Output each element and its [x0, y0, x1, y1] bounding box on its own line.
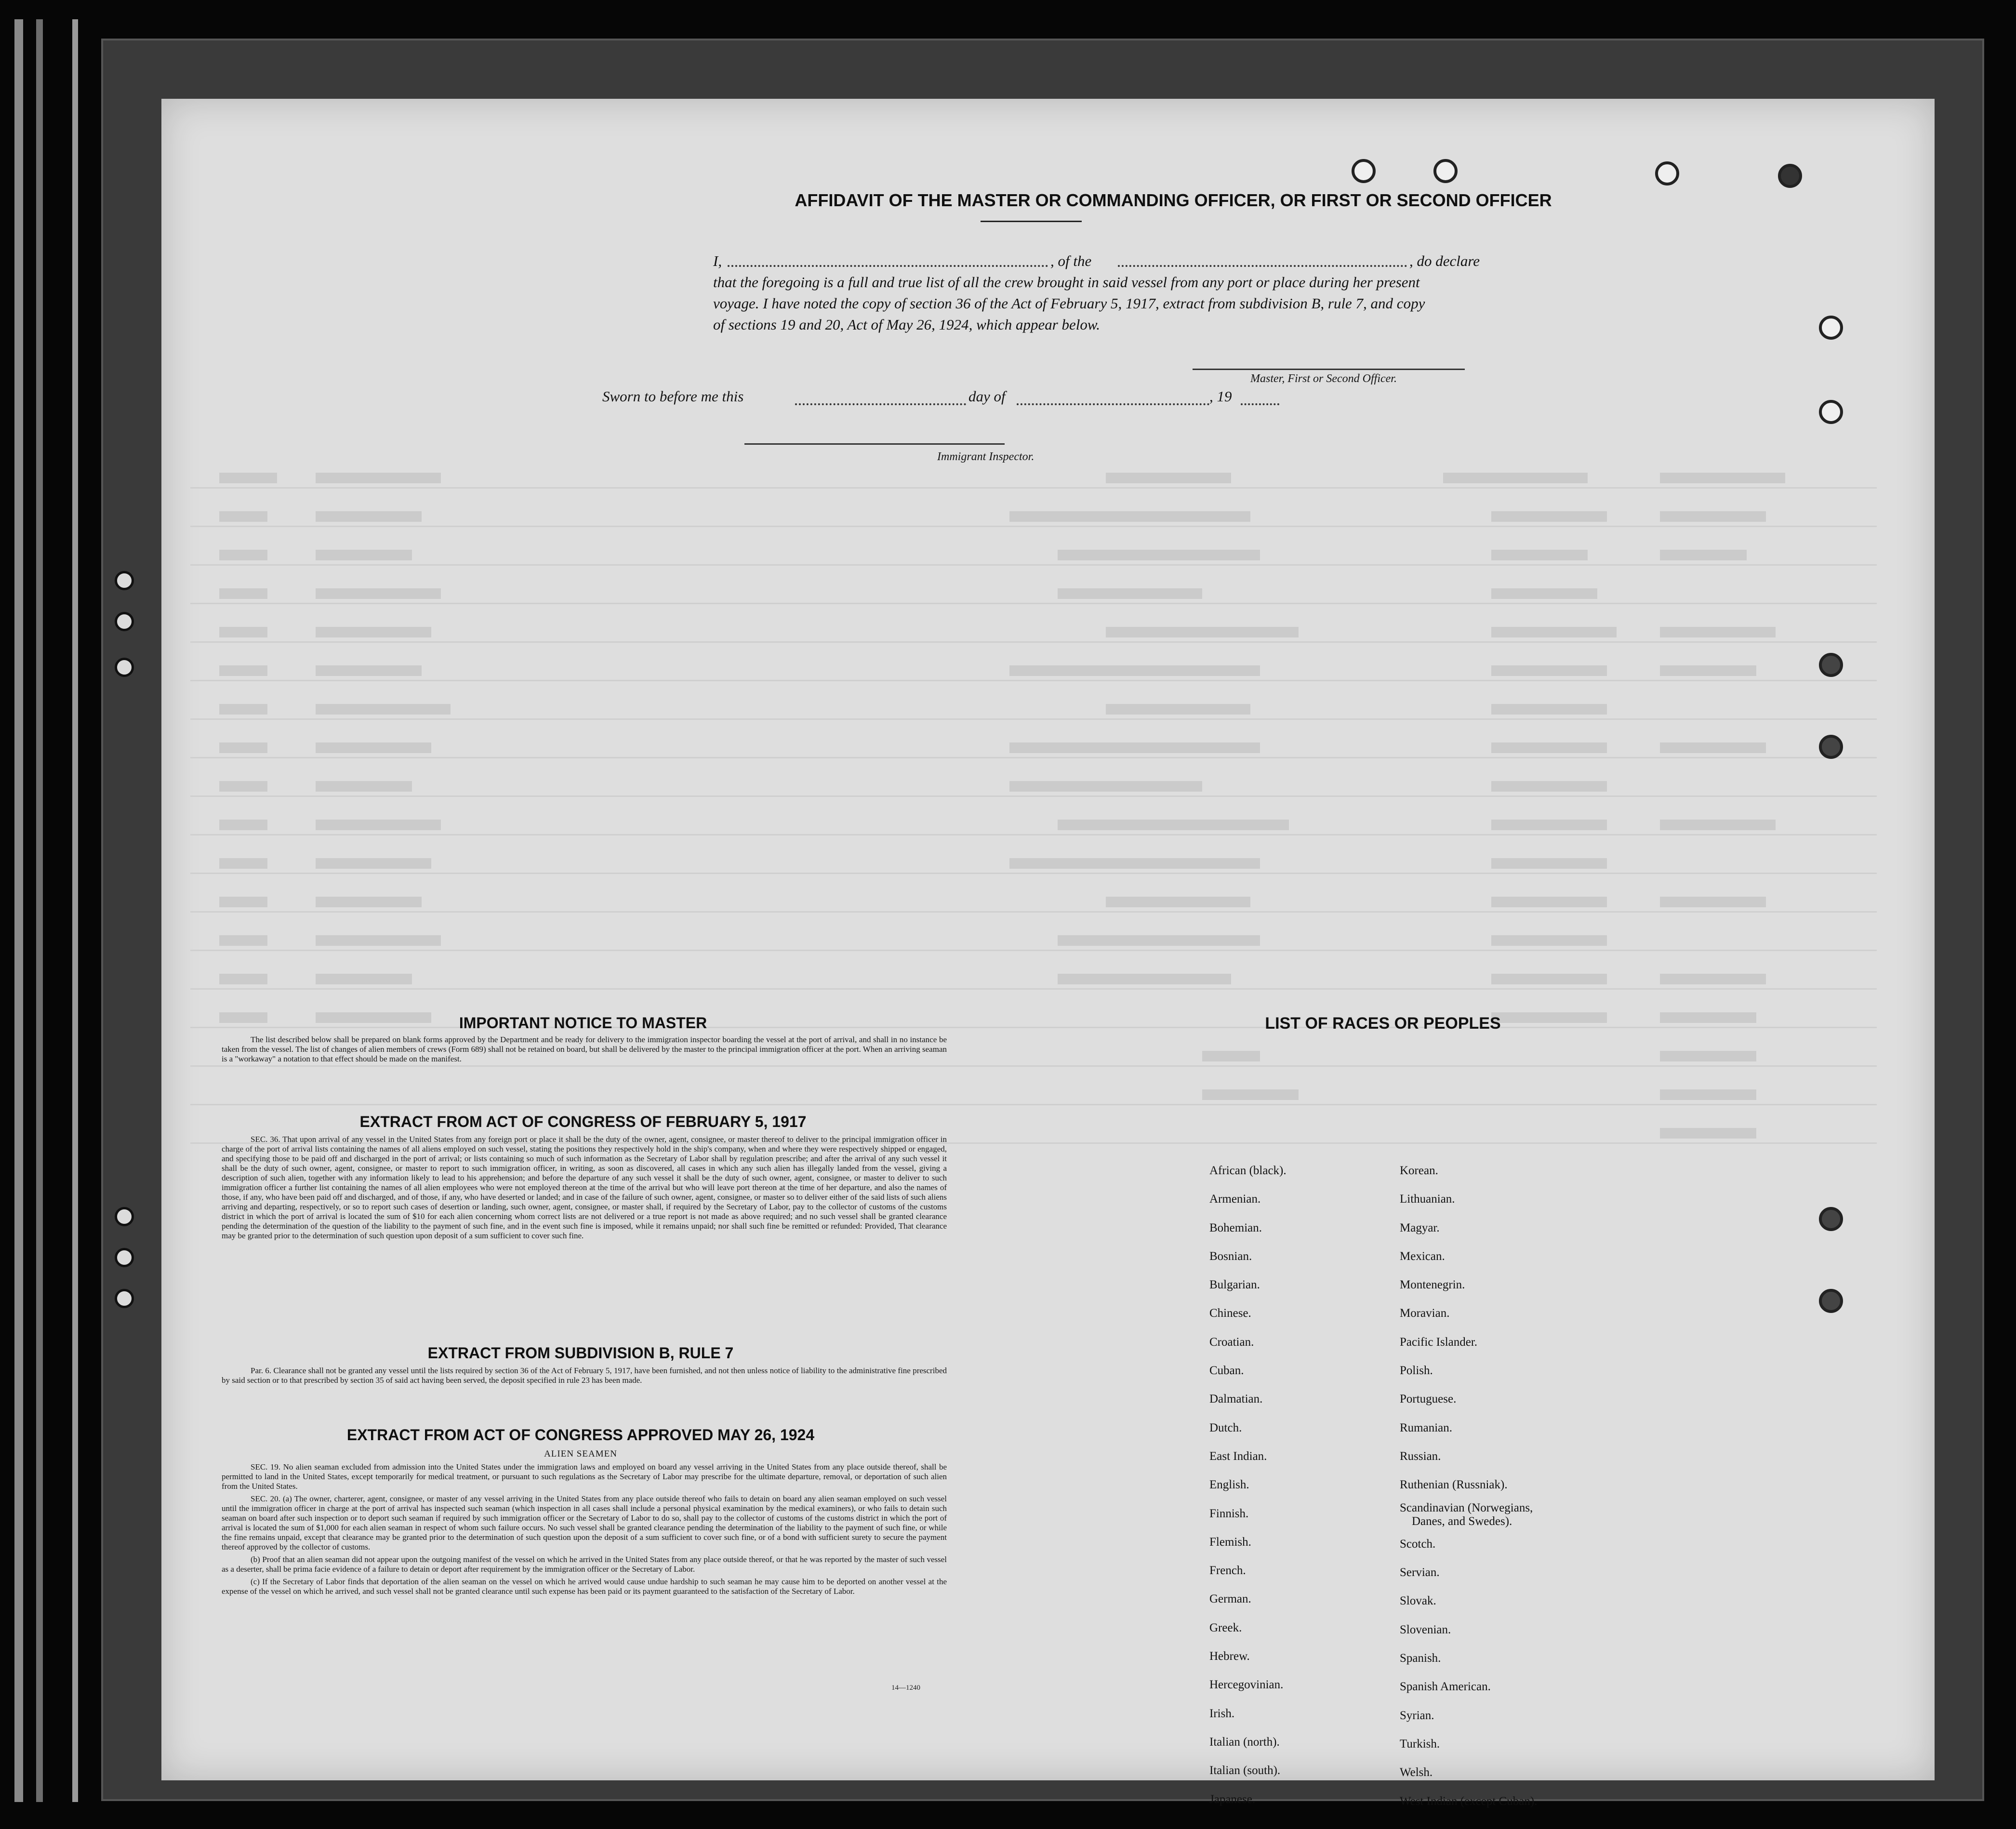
punch-hole	[1819, 1207, 1843, 1231]
race-item: Slovak.	[1400, 1594, 1436, 1608]
race-item: Japanese.	[1209, 1792, 1256, 1806]
race-item: Flemish.	[1209, 1535, 1251, 1549]
punch-hole	[1819, 1289, 1843, 1313]
page-edge-strip	[14, 19, 23, 1802]
race-item: Cuban.	[1209, 1364, 1244, 1378]
extract-rule7-title: EXTRACT FROM SUBDIVISION B, RULE 7	[427, 1344, 734, 1362]
race-item: Bulgarian.	[1209, 1278, 1260, 1292]
race-item: Pacific Islander.	[1400, 1335, 1478, 1349]
section-19-text: SEC. 19. No alien seaman excluded from admission into the United States under the immigration laws and employed on board any vessel arriving in the United States from any place outside thereof, shall be permitted to land in the United States, except temporarily for medical treatment, or pursuant to such regulations as the Secretary of Labor may prescribe for the ultimate departure, removal, or deportation of such alien from the United States.	[222, 1462, 947, 1491]
vessel-blank	[1118, 265, 1407, 267]
section-36-text: SEC. 36. That upon arrival of any vessel in the United States from any foreign port or place it shall be the duty of the owner, agent, consignee, or master thereof to deliver to the principal immigration officer in charge of the port of arrival lists containing the names of all aliens employed on such vessel, stating the positions they respectively hold in the ship's company, when and where they were respectively shipped or engaged, and specifying those to be paid off and discharged in the port of arrival; or lists containing so much of such information as the Secretary of Labor shall by regulation prescribe; and after the arrival of any such vessel it shall be the duty of such owner, agent, consignee, or master to report to such immigration officer, in writing, as soon as discovered, all cases in which any such alien has illegally landed from the vessel, giving a description of such alien, together with any information likely to lead to his apprehension; and before the departure of any such vessel it shall be the duty of such owner, agent, consignee, or master to deliver to such immigration officer a further list containing the names of all alien employees who were not employed thereon at the time of the arrival but who will leave port thereon at the time of her departure, and also the names of those, if any, who have been paid off and discharged, and of those, if any, who have deserted or landed; and in case of the failure of such owner, agent, consignee, or master so to deliver either of the said lists of such aliens arriving and departing, respectively, or so to report such cases of desertion or landing, such owner, agent, consignee, or master shall, if required by the Secretary of Labor, pay to the collector of customs of the customs district in which the port of arrival is located the sum of $10 for each alien concerning whom correct lists are not delivered or a true report is not made as above required; and no such vessel shall be granted clearance pending the determination of the question of the liability to the payment of such fine, and in the event such fine is imposed, while it remains unpaid; nor shall such fine be remitted or refunded: Provided, That clearance may be granted prior to the determination of such question upon deposit of a sum sufficient to cover such fine.	[222, 1135, 947, 1240]
binder-hole	[115, 658, 134, 677]
race-item: Mexican.	[1400, 1249, 1445, 1263]
race-item: Dalmatian.	[1209, 1392, 1263, 1406]
race-item: Ruthenian (Russniak).	[1400, 1478, 1508, 1492]
page-edge-strip	[36, 19, 43, 1802]
race-item: Bosnian.	[1209, 1249, 1252, 1263]
punch-hole	[1778, 164, 1802, 188]
extract-1917-title: EXTRACT FROM ACT OF CONGRESS OF FEBRUARY 5, 1917	[359, 1113, 807, 1130]
race-item: Dutch.	[1209, 1421, 1242, 1434]
document-page	[161, 99, 1935, 1808]
race-item: Irish.	[1209, 1707, 1235, 1720]
race-item: Welsh.	[1400, 1766, 1433, 1779]
punch-hole	[1819, 316, 1843, 340]
race-item: German.	[1209, 1592, 1251, 1606]
extract-1917-body	[222, 1135, 947, 1244]
race-item: East Indian.	[1209, 1449, 1267, 1463]
name-blank	[728, 265, 1048, 267]
affidavit-of-the: , of the	[1050, 252, 1092, 269]
race-item: Greek.	[1209, 1621, 1242, 1634]
race-item: Croatian.	[1209, 1335, 1254, 1349]
affidavit-text	[713, 251, 1677, 335]
affidavit-declare: , do declare	[1409, 252, 1480, 269]
race-item: Moravian.	[1400, 1307, 1450, 1320]
punch-hole	[1819, 400, 1843, 424]
race-item: Italian (south).	[1209, 1764, 1281, 1777]
race-item: Slovenian.	[1400, 1623, 1451, 1636]
race-item: Armenian.	[1209, 1193, 1261, 1206]
punch-hole	[1655, 161, 1679, 186]
sworn-year-blank	[1241, 403, 1279, 405]
race-item: Chinese.	[1209, 1307, 1251, 1320]
races-right-column	[1400, 1156, 1537, 1816]
form-number: 14—1240	[891, 1684, 920, 1692]
paragraph-6-text: Par. 6. Clearance shall not be granted any vessel until the lists required by section 36 of the Act of February 5, 1917, have been furnished, and not then unless notice of liability to the administrative fine prescribed by said section or to that prescribed by section 35 of said act having been served, the deposit specified in rule 23 has been made.	[222, 1366, 947, 1385]
master-signature-label: Master, First or Second Officer.	[1250, 372, 1397, 385]
race-item: Korean.	[1400, 1164, 1438, 1177]
sworn-day-label: day of	[968, 388, 1006, 405]
notice-body	[222, 1035, 947, 1067]
affidavit-line-4: of sections 19 and 20, Act of May 26, 1924, which appear below.	[713, 316, 1101, 333]
alien-seamen-subtitle: ALIEN SEAMEN	[544, 1449, 617, 1459]
race-item: Scandinavian (Norwegians, Danes, and Swedes).	[1400, 1501, 1533, 1528]
sworn-year-label: , 19	[1209, 388, 1232, 405]
title-underline	[981, 221, 1082, 222]
binder-hole	[115, 1248, 134, 1267]
race-item: African (black).	[1209, 1164, 1287, 1177]
sworn-prefix: Sworn to before me this	[602, 388, 744, 405]
race-item: Spanish.	[1400, 1652, 1441, 1665]
punch-hole	[1819, 735, 1843, 759]
race-item: French.	[1209, 1564, 1246, 1577]
extract-1924-title: EXTRACT FROM ACT OF CONGRESS APPROVED MAY 26, 1924	[346, 1426, 815, 1444]
race-item: Montenegrin.	[1400, 1278, 1465, 1292]
race-item: Syrian.	[1400, 1709, 1434, 1722]
master-signature-line	[1193, 369, 1465, 370]
race-item: Servian.	[1400, 1566, 1440, 1579]
race-item: Scotch.	[1400, 1537, 1436, 1551]
race-item: Polish.	[1400, 1364, 1433, 1378]
section-20a-text: SEC. 20. (a) The owner, charterer, agent, consignee, or master of any vessel arriving in the United States from any place outside thereof who fails to detain on board any alien seaman employed on such vessel until the immigration officer in charge at the port of arrival has inspected such seaman (which inspection in all cases shall include a personal physical examination by the medical examiners), or who fails to detain such seaman on board after such inspection or to deport such seaman if required by such immigration officer or the Secretary of Labor to do so, shall pay to the collector of customs of the customs district in which the port of arrival is located the sum of $1,000 for each alien seaman in respect of whom such failure occurs. No such vessel shall be granted clearance pending the determination of the liability to the payment of such fine, or while the fine remains unpaid, except that clearance may be granted prior to the determination of such question upon the deposit of a sum sufficient to cover such fine, or of a bond with sufficient surety to secure the payment thereof approved by the collector of customs.	[222, 1494, 947, 1551]
punch-hole	[1433, 159, 1458, 183]
sworn-month-blank	[1017, 403, 1209, 405]
binder-hole	[115, 1289, 134, 1308]
notice-title: IMPORTANT NOTICE TO MASTER	[459, 1014, 707, 1032]
page-edge-strip	[72, 19, 78, 1802]
race-item: Rumanian.	[1400, 1421, 1453, 1434]
race-item: Lithuanian.	[1400, 1193, 1455, 1206]
race-item: Hercegovinian.	[1209, 1678, 1284, 1692]
affidavit-line-3: voyage. I have noted the copy of section 36 of the Act of February 5, 1917, extract from subdivision B, rule 7, and copy	[713, 295, 1425, 312]
notice-paragraph: The list described below shall be prepared on blank forms approved by the Department and be ready for delivery to the immigration inspector boarding the vessel at the port of arrival, and shall in no instance be taken from the vessel. The list of changes of alien members of crews (Form 689) shall not be retained on board, but shall be delivered by the master to the principal immigration officer at the port. When an arriving seaman is a "workaway" a notation to that effect should be made on the manifest.	[222, 1035, 947, 1063]
race-item: Hebrew.	[1209, 1650, 1250, 1663]
race-item: Portuguese.	[1400, 1392, 1457, 1406]
extract-rule7-body	[222, 1366, 947, 1388]
affidavit-line-2: that the foregoing is a full and true list of all the crew brought in said vessel from any port or place during her present	[713, 274, 1420, 291]
inspector-signature-line	[744, 443, 1005, 445]
race-item: Bohemian.	[1209, 1221, 1262, 1234]
race-item: Turkish.	[1400, 1737, 1440, 1750]
races-title: LIST OF RACES OR PEOPLES	[1265, 1014, 1501, 1033]
race-item: West Indian (except Cuban).	[1400, 1794, 1538, 1808]
punch-hole	[1352, 159, 1376, 183]
inspector-label: Immigrant Inspector.	[937, 451, 1035, 463]
section-20c-text: (c) If the Secretary of Labor finds that deportation of the alien seaman on the vessel on which he arrived would cause undue hardship to such seaman he may cause him to be deported on another vessel at the expense of the vessel on which he arrived, and such vessel shall not be granted clearance until such expense has been paid or its payment guaranteed to the satisfaction of the Secretary of Labor.	[222, 1577, 947, 1596]
race-item: English.	[1209, 1478, 1249, 1492]
sworn-day-blank	[795, 403, 966, 405]
race-item: Italian (north).	[1209, 1735, 1280, 1749]
binder-hole	[115, 571, 134, 590]
section-20b-text: (b) Proof that an alien seaman did not appear upon the outgoing manifest of the vessel on which he arrived in the United States from any place outside thereof, or that he was reported by the master of such vessel as a deserter, shall be prima facie evidence of a failure to detain or deport after requirement by the immigration officer or the Secretary of Labor.	[222, 1555, 947, 1574]
race-item: Magyar.	[1400, 1221, 1440, 1234]
affidavit-i: I,	[713, 252, 722, 269]
binder-hole	[115, 1207, 134, 1226]
extract-1924-body	[222, 1462, 947, 1599]
punch-hole	[1819, 653, 1843, 677]
race-item: Spanish American.	[1400, 1680, 1491, 1694]
races-left-column	[1209, 1156, 1287, 1814]
race-item: Russian.	[1400, 1449, 1441, 1463]
race-item: Finnish.	[1209, 1507, 1249, 1520]
binder-hole	[115, 612, 134, 631]
affidavit-title: AFFIDAVIT OF THE MASTER OR COMMANDING OFFICER, OR FIRST OR SECOND OFFICER	[795, 190, 1552, 210]
